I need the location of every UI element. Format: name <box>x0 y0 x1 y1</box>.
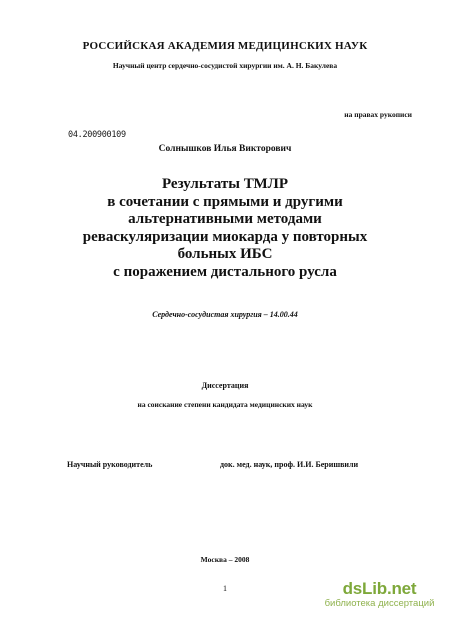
author-name: Солнышков Илья Викторович <box>158 144 292 154</box>
supervisor-label: Научный руководитель <box>67 460 153 469</box>
title-line: Результаты ТМЛР <box>161 176 289 192</box>
work-type: Диссертация <box>201 381 249 390</box>
title-line: альтернативными методами <box>128 211 322 227</box>
supervisor-name: док. мед. наук, проф. И.И. Беришвили <box>220 460 359 469</box>
dslib-watermark[interactable] <box>317 580 442 610</box>
academy-name: РОССИЙСКАЯ АКАДЕМИЯ МЕДИЦИНСКИХ НАУК <box>82 40 368 52</box>
degree-statement: на соискание степени кандидата медицинских наук <box>137 400 313 409</box>
title-line: больных ИБС <box>177 246 273 262</box>
manuscript-rights-note: на правах рукописи <box>344 110 412 119</box>
city-and-year: Москва – 2008 <box>200 555 250 564</box>
title-line: реваскуляризации миокарда у повторных <box>82 228 368 245</box>
title-line: в сочетании с прямыми и другими <box>107 193 343 210</box>
catalog-stamp-number: 04.200900109 <box>68 130 126 140</box>
page-number: 1 <box>223 584 227 593</box>
research-center-name: Научный центр сердечно-сосудистой хирургии им. А. Н. Бакулева <box>112 61 338 70</box>
specialty-code: Сердечно-сосудистая хирургия – 14.00.44 <box>152 310 298 319</box>
dissertation-title <box>0 176 450 281</box>
watermark-logo[interactable]: dsLib.net <box>342 579 417 598</box>
watermark-subtitle: библиотека диссертаций <box>324 598 435 609</box>
title-line: с поражением дистального русла <box>113 263 337 280</box>
